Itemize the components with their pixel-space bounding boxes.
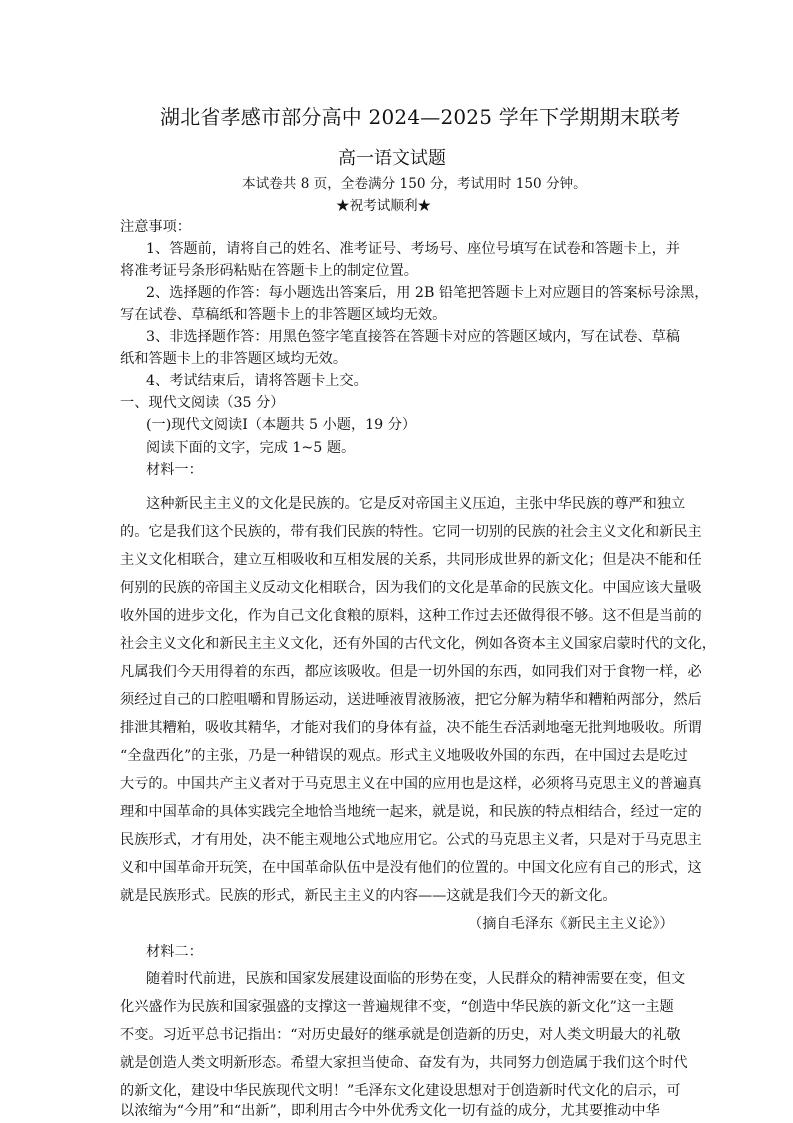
material1-line: 理和中国革命的具体实践完全地恰当地统一起来，就是说，和民族的特点相结合，经过一定的	[120, 804, 702, 820]
material1-line: 的。它是我们这个民族的，带有我们民族的特性。它同一切别的民族的社会主义文化和新民主	[120, 524, 702, 540]
exam-info: 本试卷共 8 页，全卷满分 150 分，考试用时 150 分钟。	[242, 176, 587, 192]
material1-source: （摘自毛泽东《新民主主义论》）	[468, 916, 674, 932]
material1-line: 就是民族形式。民族的形式，新民主主义的内容——这就是我们今天的新文化。	[120, 888, 617, 904]
exam-title: 湖北省孝感市部分高中 2024—2025 学年下学期期末联考	[160, 105, 681, 129]
material2-label: 材料二：	[146, 944, 203, 960]
material1-line: 大亏的。中国共产主义者对于马克思主义在中国的应用也是这样，必须将马克思主义的普遍真	[120, 776, 702, 792]
material2-line: 不变。习近平总书记指出：“对历史最好的继承就是创造新的历史，对人类文明最大的礼敬	[120, 1027, 681, 1043]
material1-line: 义和中国革命开玩笑，在中国革命队伍中是没有他们的位置的。中国文化应有自己的形式，这	[120, 860, 702, 876]
notes-heading: 注意事项：	[120, 219, 191, 235]
material1-line: 须经过自己的口腔咀嚼和胃肠运动，送进唾液胃液肠液，把它分解为精华和糟粕两部分，然后	[120, 692, 702, 708]
exam-subtitle: 高一语文试题	[338, 148, 446, 169]
material2-line: 的新文化，建设中华民族现代文明！”毛泽东文化建设思想对于创造新时代文化的启示，可	[120, 1083, 681, 1099]
material1-line: 何别的民族的帝国主义反动文化相联合，因为我们的文化是革命的民族文化。中国应该大量吸	[120, 580, 702, 596]
note-line: 4、考试结束后，请将答题卡上交。	[146, 373, 368, 389]
note-line: 将准考证号条形码粘贴在答题卡上的制定位置。	[120, 263, 418, 279]
note-line: 3、非选择题作答：用黑色签字笔直接答在答题卡对应的答题区域内，写在试卷、草稿	[146, 329, 680, 345]
material1-line: 社会主义文化和新民主主义文化，还有外国的古代文化，例如各资本主义国家启蒙时代的文化，	[120, 636, 716, 652]
material1-line: 这种新民主主义的文化是民族的。它是反对帝国主义压迫，主张中华民族的尊严和独立	[146, 496, 686, 512]
material1-line: “全盘西化”的主张，乃是一种错误的观点。形式主义地吸收外国的东西，在中国过去是吃过	[120, 748, 688, 764]
subsection-heading: (一)现代文阅读Ⅰ（本题共 5 小题，19 分）	[146, 417, 417, 433]
material2-line: 随着时代前进，民族和国家发展建设面临的形势在变，人民群众的精神需要在变，但文	[146, 971, 686, 987]
instruction: 阅读下面的文字，完成 1~5 题。	[146, 440, 356, 456]
material1-line: 排泄其糟粕，吸收其精华，才能对我们的身体有益，决不能生吞活剥地毫无批判地吸收。所谓	[120, 720, 702, 736]
note-line: 1、答题前，请将自己的姓名、准考证号、考场号、座位号填写在试卷和答题卡上，并	[146, 241, 680, 257]
exam-wish: ★祝考试顺利★	[336, 198, 432, 214]
material1-line: 民族形式，才有用处，决不能主观地公式地应用它。公式的马克思主义者，只是对于马克思主	[120, 832, 702, 848]
material2-line: 就是创造人类文明新形态。希望大家担当使命、奋发有为，共同努力创造属于我们这个时代	[120, 1055, 688, 1071]
material1-line: 凡属我们今天用得着的东西，都应该吸收。但是一切外国的东西，如同我们对于食物一样，必	[120, 664, 702, 680]
section-heading: 一、现代文阅读（35 分）	[120, 395, 285, 411]
note-line: 纸和答题卡上的非答题区域均无效。	[120, 351, 348, 367]
material2-line: 化兴盛作为民族和国家强盛的支撑这一普遍规律不变，“创造中华民族的新文化”这一主题	[120, 999, 674, 1015]
material1-line: 主义文化相联合，建立互相吸收和互相发展的关系，共同形成世界的新文化；但是决不能和任	[120, 552, 702, 568]
note-line: 写在试卷、草稿纸和答题卡上的非答题区域均无效。	[120, 307, 447, 323]
note-line: 2、选择题的作答：每小题选出答案后，用 2B 铅笔把答题卡上对应题目的答案标号涂黑，	[146, 285, 709, 301]
material1-line: 收外国的进步文化，作为自己文化食粮的原料，这种工作过去还做得很不够。这不但是当前的	[120, 608, 702, 624]
material1-label: 材料一：	[146, 462, 203, 478]
material2-line: 以浓缩为“今用”和“出新”，即利用古今中外优秀文化一切有益的成分，尤其要推动中华	[120, 1103, 660, 1119]
